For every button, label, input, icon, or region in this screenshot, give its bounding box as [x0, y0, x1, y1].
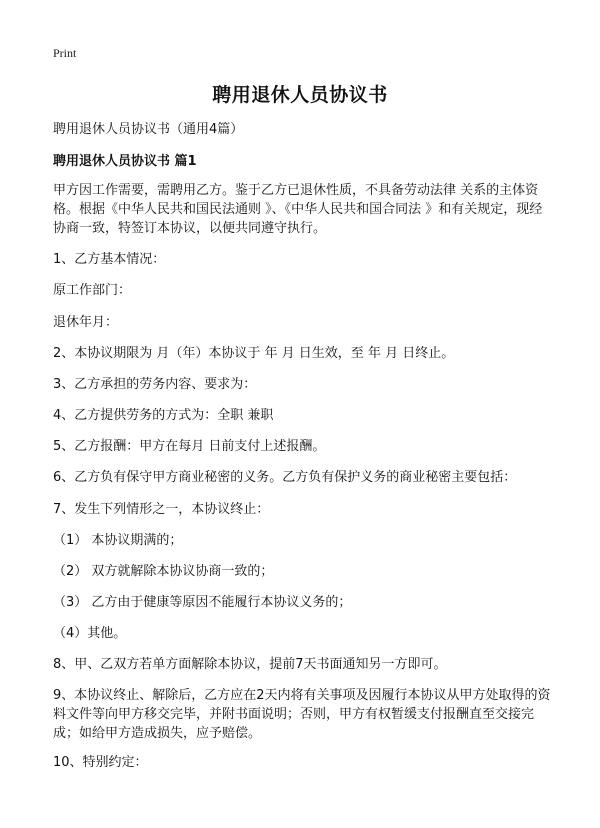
list-item: 3、乙方承担的劳务内容、要求为： — [53, 377, 257, 392]
list-item: 1、乙方基本情况： — [53, 252, 166, 267]
print-link[interactable]: Print — [53, 46, 77, 60]
list-item: （3） 乙方由于健康等原因不能履行本协议义务的； — [53, 595, 352, 610]
list-item: 6、乙方负有保守甲方商业秘密的义务。乙方负有保护义务的商业秘密主要包括： — [53, 470, 517, 485]
section-heading: 聘用退休人员协议书 篇1 — [53, 154, 197, 169]
list-item: 5、乙方报酬：甲方在每月 日前支付上述报酬。 — [53, 439, 326, 454]
list-item: 原工作部门： — [53, 283, 132, 298]
list-item: 10、特别约定： — [53, 755, 148, 770]
list-item: （1） 本协议期满的； — [53, 533, 183, 548]
intro-paragraph: 甲方因工作需要，需聘用乙方。鉴于乙方已退休性质，不具备劳动法律 关系的主体资格。根据《中华人民共和国民法通则 》、《中华人民共和国合同法 》和有关规定，现经协商一致，特签订本协议，以便共同遵守执行。 — [53, 183, 543, 236]
list-item: 4、乙方提供劳务的方式为：全职 兼职 — [53, 408, 274, 423]
list-item: 8、甲、乙双方若单方面解除本协议，提前7天书面通知另一方即可。 — [53, 657, 447, 672]
document-title: 聘用退休人员协议书 — [212, 84, 388, 106]
list-item: （4）其他。 — [53, 626, 127, 641]
list-item: 7、发生下列情形之一，本协议终止： — [53, 502, 270, 517]
list-item: 9、本协议终止、解除后，乙方应在2天内将有关事项及因履行本协议从甲方处取得的资料文件等向甲方移交完毕，并附书面说明；否则，甲方有权暂缓支付报酬直至交接完成；如给甲方造成损失，应予赔偿。 — [53, 688, 551, 741]
list-item: 2、本协议期限为 月（年）本协议于 年 月 日生效，至 年 月 日终止。 — [53, 346, 455, 361]
list-item: 退休年月： — [53, 315, 119, 330]
document-subtitle: 聘用退休人员协议书（通用4篇） — [53, 122, 244, 137]
list-item: （2） 双方就解除本协议协商一致的； — [53, 564, 274, 579]
